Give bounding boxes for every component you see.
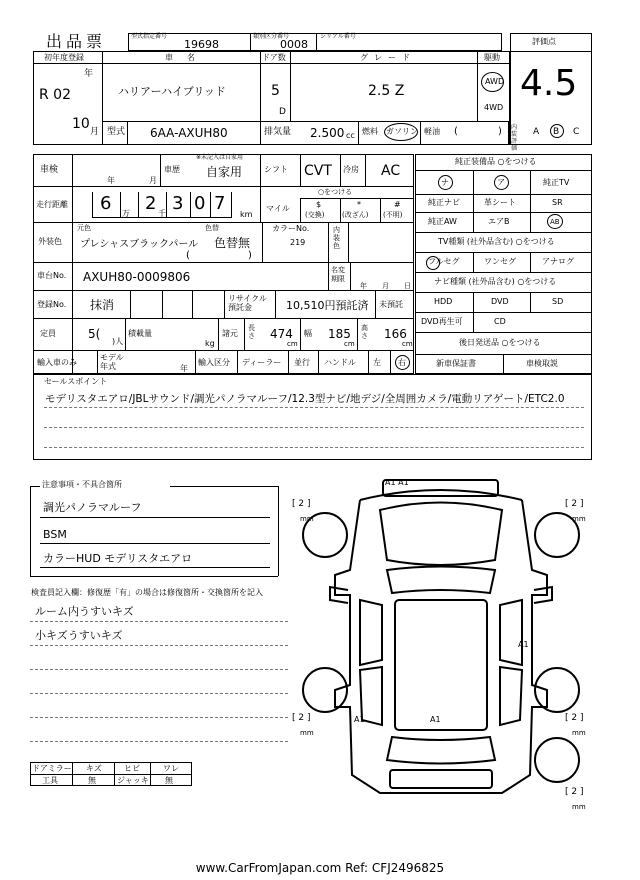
interior-opt-a: A (533, 127, 540, 137)
ac-label: 冷房 (343, 165, 359, 174)
tv-analog: アナログ (542, 257, 574, 266)
import-only-label: 輸入車のみ (37, 358, 77, 367)
mileage-opt-unknown-sub: (不明) (383, 211, 403, 219)
acc-break: ワレ (163, 764, 179, 773)
tire-depth-fr: [ 2 ] (565, 499, 584, 509)
capacity-label: 定員 (40, 329, 56, 338)
sheet-title: 出品票 (46, 32, 107, 51)
mileage-digit-5: 7 (214, 193, 226, 214)
equip-navi: ナ (441, 178, 449, 187)
tire-depth-rr: [ 2 ] (565, 713, 584, 723)
registration-value: 抹消 (90, 298, 115, 312)
color-orig: プレシャスブラックパール (80, 239, 199, 250)
mileage-opt-unknown: # (394, 200, 401, 209)
doors-label: ドア数 (262, 53, 286, 62)
sales-point-text: モデリスタエアロ/JBLサウンド/調光パノラマルーフ/12.3型ナビ/地デジ/全周囲カメラ/電動リアゲート/ETC2.0 (45, 393, 565, 405)
acc-jack-value: 無 (165, 776, 173, 785)
acc-crack: ヒビ (124, 764, 140, 773)
inspection-year: 年 (107, 176, 115, 185)
import-parallel: 並行 (294, 358, 310, 367)
length-value: 474 (270, 327, 293, 341)
import-dealer: ディーラー (242, 358, 282, 367)
navi-hdd: HDD (434, 297, 453, 306)
drive-label: 駆動 (484, 53, 500, 62)
notes-label: 注意事項・不具合箇所 (42, 480, 122, 489)
mileage-opt-tamper-sub: (改ざん) (342, 211, 369, 219)
mileage-man: 万 (122, 209, 130, 218)
equip-aw: 純正AW (428, 217, 457, 226)
acc-scratch: キズ (86, 764, 102, 773)
later-manual: 車検取説 (526, 359, 558, 368)
navi-sd: SD (552, 297, 564, 306)
first-reg-era: R 02 (39, 87, 71, 103)
registration-label: 登録No. (37, 300, 67, 309)
load-label: 積載量 (128, 329, 152, 338)
mileage-opt-tamper: * (357, 200, 361, 209)
tv-oneseg: ワンセグ (484, 257, 516, 266)
history: 自家用 (206, 165, 243, 179)
first-reg-year-unit: 年 (84, 69, 94, 79)
class-no: 0008 (280, 38, 308, 51)
model-code: 6AA-AXUH80 (150, 126, 228, 140)
damage-mark-rear-left: A1 (354, 715, 365, 724)
handle-left: 左 (373, 358, 381, 367)
name-change-day: 日 (404, 282, 411, 290)
history-label: 車歴 (164, 165, 180, 174)
handle-label: ハンドル (324, 358, 356, 367)
width-unit: cm (344, 340, 355, 348)
model-year-unit: 年 (180, 364, 188, 373)
interior-score-label: 内装評価 (511, 124, 518, 152)
color-code-label: カラーNo. (272, 224, 310, 233)
note-line-2: BSM (43, 528, 67, 541)
first-reg-month-unit: 月 (90, 127, 100, 137)
load-unit: kg (205, 339, 215, 348)
acc-tools-value: 無 (88, 776, 96, 785)
mileage-circle-hint: ○をつける (318, 188, 353, 196)
mileage-sen: 千 (158, 209, 166, 218)
car-name-label: 車名 (165, 53, 209, 62)
recycle-label: リサイクル預託金 (228, 294, 267, 312)
width-value: 185 (328, 327, 351, 341)
first-reg-month: 10 (72, 116, 90, 132)
mileage-digit-3: 3 (172, 193, 184, 214)
class-no-label: 類別区分番号 (253, 33, 290, 40)
tv-fullseg: フルセグ (428, 257, 460, 266)
sales-point-label: セールスポイント (44, 377, 108, 386)
height-unit: cm (402, 340, 413, 348)
mileage-digit-4: 0 (194, 193, 206, 214)
car-damage-diagram (290, 475, 595, 815)
tire-depth-spare: [ 2 ] (565, 787, 584, 797)
damage-mark-rear: A1 (430, 715, 441, 724)
width-label: 幅 (304, 329, 312, 338)
footer-reference: www.CarFromJapan.com Ref: CFJ2496825 (195, 861, 445, 875)
length-unit: cm (287, 340, 298, 348)
grade-label: グレード (360, 53, 416, 62)
fuel-label: 燃料 (362, 127, 378, 136)
color-label: 外装色 (38, 237, 62, 246)
mileage-digit-2: 2 (145, 193, 157, 214)
equip-airbag: エアB (488, 217, 510, 226)
capacity-unit: )人 (112, 337, 124, 346)
equip-ac: ア (497, 178, 505, 187)
inspection-month: 月 (149, 176, 157, 185)
grade: 2.5 Z (368, 83, 405, 99)
equip-sr: SR (552, 198, 563, 207)
name-change-year: 年 (360, 282, 367, 290)
mileage-mile-label: マイル (266, 204, 290, 213)
serial-label: シリアル番号 (320, 33, 356, 40)
door-type: D (279, 107, 286, 117)
drive-awd: AWD (485, 77, 505, 86)
recycle-amount: 10,510円預託済 (286, 299, 369, 312)
ac: AC (381, 163, 401, 179)
navi-cd: CD (494, 317, 506, 326)
handle-right: 右 (398, 358, 406, 367)
interior-opt-c: C (573, 127, 580, 137)
tire-depth-rl: [ 2 ] (292, 713, 311, 723)
equip-leather: 革シート (484, 198, 516, 207)
displacement-unit: cc (346, 131, 355, 140)
inspector-label: 検査員記入欄：修復歴「有」の場合は修復箇所・交換箇所を記入 (31, 588, 263, 597)
inspector-line-1: ルーム内うすいキズ (35, 605, 134, 618)
later-warranty: 新車保証書 (436, 359, 476, 368)
first-reg-label: 初年度登録 (44, 53, 84, 62)
interior-color-label: 内装色 (333, 226, 340, 250)
door-count: 5 (271, 83, 280, 99)
mileage-digit-1: 6 (100, 193, 112, 214)
shift-label: シフト (264, 165, 288, 174)
equip-std-navi: 純正ナビ (428, 198, 460, 207)
height-value: 166 (384, 327, 407, 341)
color-change: 色替無 (214, 236, 251, 250)
shift: CVT (304, 163, 332, 179)
fuel-type: ガソリン (386, 127, 418, 136)
mileage-opt-exchange-sub: (交換) (305, 211, 325, 219)
chassis-label: 車台No. (37, 271, 67, 280)
note-line-3: カラーHUD モデリスタエアロ (43, 552, 193, 565)
displacement: 2.500 (310, 126, 345, 140)
tire-depth-fl: [ 2 ] (292, 499, 311, 509)
diesel-label: 軽油 (424, 127, 440, 136)
name-change-label: 名変期限 (331, 266, 345, 283)
chassis-number: AXUH80-0009806 (83, 270, 191, 284)
car-name: ハリアーハイブリッド (118, 85, 226, 98)
name-change-month: 月 (382, 282, 389, 290)
mileage-opt-exchange: $ (316, 200, 322, 209)
interior-opt-b: B (553, 127, 560, 137)
inspection-label: 車検 (40, 165, 59, 175)
acc-mirror: ドアミラー (32, 764, 72, 773)
damage-mark-right: A1 (518, 640, 529, 649)
acc-jack: ジャッキ (117, 776, 149, 785)
capacity-value: 5( (88, 327, 101, 341)
inspector-line-2: 小キズうすいキズ (35, 629, 123, 642)
mileage-label: 走行距離 (36, 200, 68, 209)
car-outline-svg (290, 475, 595, 815)
recycle-unpaid: 未預託 (379, 300, 403, 309)
color-orig-label: 元色 (77, 224, 91, 232)
color-code: 219 (290, 238, 306, 247)
navi-dvd: DVD (491, 297, 509, 306)
front-bumper-mark: A1 A1 (385, 478, 409, 487)
history-note: ※未記入は自家用 (196, 154, 244, 161)
overall-score: 4.5 (520, 63, 578, 104)
equip-tv: 純正TV (543, 178, 570, 187)
tv-type-label: TV種類 (社外品含む) ○をつける (438, 237, 555, 246)
dims-label: 諸元 (222, 329, 238, 338)
model-no: 19698 (184, 38, 219, 51)
equip-ab: AB (550, 218, 560, 226)
height-label: 高さ (361, 324, 368, 340)
drive-4wd: 4WD (484, 103, 504, 112)
length-label: 長さ (248, 324, 255, 340)
note-line-1: 調光パノラマルーフ (43, 501, 142, 514)
model-year-label: モデル年式 (100, 353, 124, 371)
acc-tools: 工具 (42, 776, 58, 785)
navi-dvd-play: DVD再生可 (421, 317, 463, 326)
score-label: 評価点 (532, 37, 556, 46)
later-label: 後日発送品 ○をつける (459, 338, 541, 347)
import-class-label: 輸入区分 (198, 358, 230, 367)
equipment-label: 純正装備品 ○をつける (455, 157, 537, 166)
model-code-label: 型式 (107, 127, 126, 137)
model-no-label: 型式指定番号 (131, 33, 168, 40)
displacement-label: 排気量 (264, 127, 292, 137)
navi-type-label: ナビ種類 (社外品含む) ○をつける (434, 277, 557, 286)
color-change-label: 色替 (205, 224, 219, 232)
mileage-km: km (240, 210, 253, 219)
